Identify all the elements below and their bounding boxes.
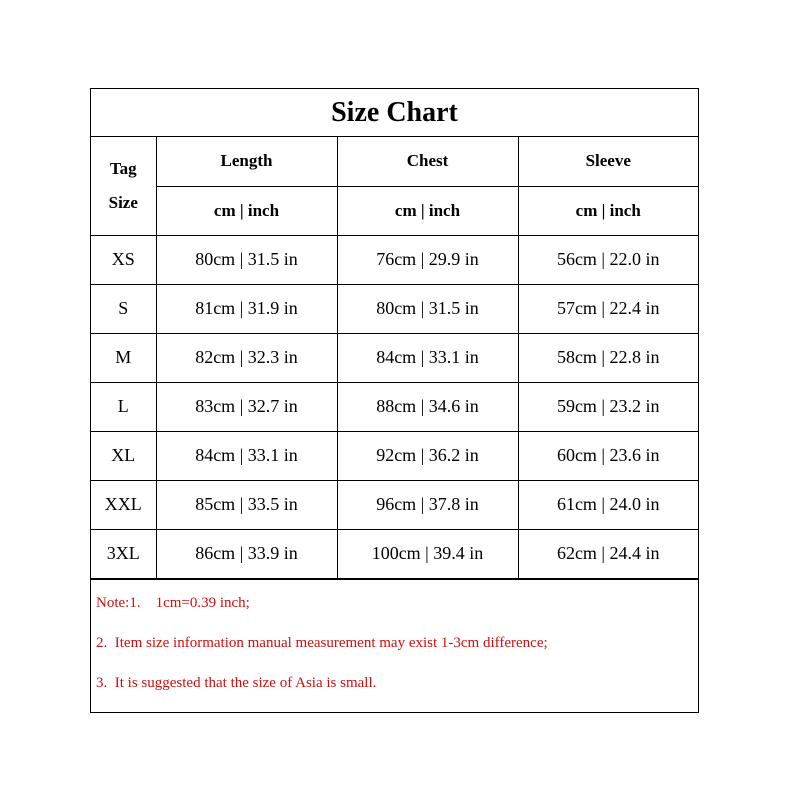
sleeve-cell: 61cm | 24.0 in xyxy=(518,480,698,529)
tag-size-line2: Size xyxy=(108,192,138,212)
size-cell: 3XL xyxy=(91,529,156,578)
size-chart xyxy=(90,88,699,713)
chest-cell: 92cm | 36.2 in xyxy=(337,431,518,480)
table-row xyxy=(91,529,698,578)
length-cell: 85cm | 33.5 in xyxy=(156,480,337,529)
table-row xyxy=(91,382,698,431)
sleeve-cell: 62cm | 24.4 in xyxy=(518,529,698,578)
size-table xyxy=(91,137,698,579)
tag-size-header xyxy=(91,137,156,235)
column-header-sleeve: Sleeve xyxy=(518,137,698,186)
note-line: Note:1. 1cm=0.39 inch; xyxy=(96,594,250,611)
size-cell: XS xyxy=(91,235,156,284)
table-row xyxy=(91,480,698,529)
tag-size-line1: Tag xyxy=(109,158,137,178)
length-cell: 80cm | 31.5 in xyxy=(156,235,337,284)
sleeve-cell: 58cm | 22.8 in xyxy=(518,333,698,382)
sleeve-cell: 56cm | 22.0 in xyxy=(518,235,698,284)
length-cell: 84cm | 33.1 in xyxy=(156,431,337,480)
chart-title: Size Chart xyxy=(91,89,698,137)
table-row xyxy=(91,431,698,480)
chest-cell: 76cm | 29.9 in xyxy=(337,235,518,284)
unit-row xyxy=(91,186,698,235)
note-line: 2. Item size information manual measurement may exist 1-3cm difference; xyxy=(96,634,548,651)
chest-cell: 84cm | 33.1 in xyxy=(337,333,518,382)
size-cell: L xyxy=(91,382,156,431)
length-cell: 86cm | 33.9 in xyxy=(156,529,337,578)
table-row xyxy=(91,284,698,333)
note-line: 3. It is suggested that the size of Asia is small. xyxy=(96,674,377,691)
length-cell: 81cm | 31.9 in xyxy=(156,284,337,333)
chest-cell: 80cm | 31.5 in xyxy=(337,284,518,333)
sleeve-cell: 57cm | 22.4 in xyxy=(518,284,698,333)
unit-chest: cm | inch xyxy=(337,186,518,235)
size-cell: M xyxy=(91,333,156,382)
size-cell: XXL xyxy=(91,480,156,529)
length-cell: 83cm | 32.7 in xyxy=(156,382,337,431)
chest-cell: 100cm | 39.4 in xyxy=(337,529,518,578)
chest-cell: 96cm | 37.8 in xyxy=(337,480,518,529)
length-cell: 82cm | 32.3 in xyxy=(156,333,337,382)
size-cell: XL xyxy=(91,431,156,480)
column-header-chest: Chest xyxy=(337,137,518,186)
table-row xyxy=(91,333,698,382)
unit-sleeve: cm | inch xyxy=(518,186,698,235)
column-header-length: Length xyxy=(156,137,337,186)
sleeve-cell: 59cm | 23.2 in xyxy=(518,382,698,431)
size-cell: S xyxy=(91,284,156,333)
sleeve-cell: 60cm | 23.6 in xyxy=(518,431,698,480)
table-row xyxy=(91,235,698,284)
unit-length: cm | inch xyxy=(156,186,337,235)
header-row xyxy=(91,137,698,186)
notes-section xyxy=(91,579,698,692)
chest-cell: 88cm | 34.6 in xyxy=(337,382,518,431)
